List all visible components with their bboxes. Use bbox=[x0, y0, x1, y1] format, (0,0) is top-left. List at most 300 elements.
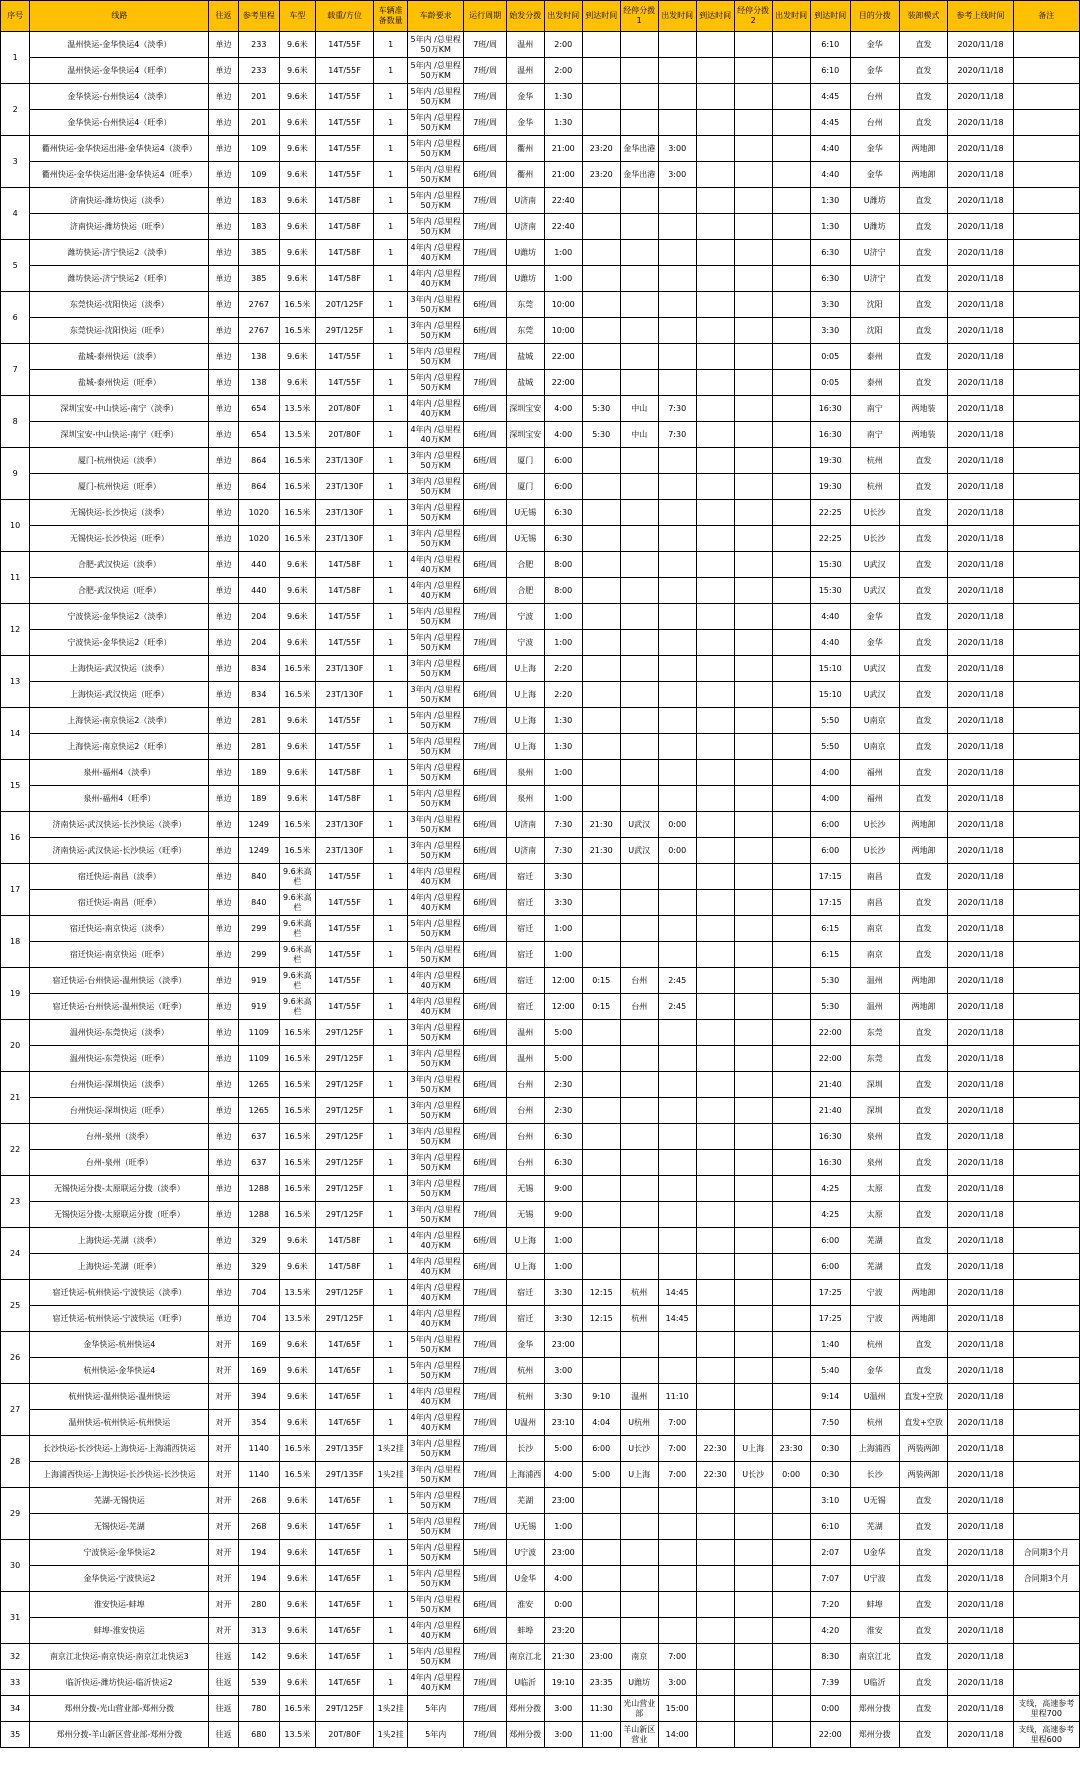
table-cell bbox=[696, 578, 734, 604]
table-cell: 7班/周 bbox=[464, 630, 506, 656]
column-header: 目的分拨 bbox=[850, 1, 899, 32]
table-cell bbox=[772, 474, 810, 500]
table-cell: 直发 bbox=[899, 32, 948, 58]
table-cell: 1:30 bbox=[544, 734, 582, 760]
table-cell bbox=[772, 1592, 810, 1618]
table-cell bbox=[1013, 630, 1079, 656]
table-cell bbox=[1013, 682, 1079, 708]
route-cell: 泉州-福州4（淡季） bbox=[30, 760, 209, 786]
table-cell: 2020/11/18 bbox=[948, 682, 1013, 708]
table-cell: 宿迁 bbox=[506, 968, 544, 994]
table-cell bbox=[772, 396, 810, 422]
table-row bbox=[1, 552, 1080, 578]
table-cell bbox=[772, 1254, 810, 1280]
table-cell: U杭州 bbox=[620, 1410, 658, 1436]
table-cell: 1 bbox=[374, 1254, 408, 1280]
table-cell: 1 bbox=[374, 240, 408, 266]
table-cell: 5年内 /总里程50万KM bbox=[408, 916, 464, 942]
table-cell bbox=[696, 500, 734, 526]
table-cell: 5:50 bbox=[810, 708, 850, 734]
table-cell bbox=[620, 318, 658, 344]
table-cell bbox=[658, 1618, 696, 1644]
table-cell: 1 bbox=[374, 1410, 408, 1436]
table-cell: 204 bbox=[238, 630, 279, 656]
table-cell: 对开 bbox=[209, 1488, 238, 1514]
table-cell: 13.5米 bbox=[279, 1722, 315, 1748]
table-cell bbox=[658, 500, 696, 526]
table-cell: U南京 bbox=[850, 708, 899, 734]
table-cell: 直发 bbox=[899, 864, 948, 890]
table-cell bbox=[658, 604, 696, 630]
table-cell bbox=[582, 58, 620, 84]
table-cell: 9.6米 bbox=[279, 1566, 315, 1592]
table-cell: 4:00 bbox=[544, 1566, 582, 1592]
table-cell bbox=[696, 656, 734, 682]
table-cell: 1 bbox=[374, 1202, 408, 1228]
table-cell: 5年内 /总里程50万KM bbox=[408, 136, 464, 162]
table-cell: 1 bbox=[374, 474, 408, 500]
table-cell: 7班/周 bbox=[464, 240, 506, 266]
table-cell: 29T/125F bbox=[315, 1176, 374, 1202]
table-cell bbox=[734, 1254, 772, 1280]
table-cell: U南京 bbox=[850, 734, 899, 760]
table-cell: 23:20 bbox=[582, 162, 620, 188]
table-cell: 光山营业部 bbox=[620, 1696, 658, 1722]
table-cell: 5年内 /总里程50万KM bbox=[408, 734, 464, 760]
table-cell: 1:00 bbox=[544, 786, 582, 812]
table-cell bbox=[734, 1644, 772, 1670]
table-cell: 芜湖 bbox=[850, 1228, 899, 1254]
table-cell: U上海 bbox=[506, 734, 544, 760]
table-cell: 温州 bbox=[850, 968, 899, 994]
table-cell: 7班/周 bbox=[464, 214, 506, 240]
table-cell bbox=[772, 1202, 810, 1228]
table-cell: 20T/80F bbox=[315, 422, 374, 448]
table-cell: 4:00 bbox=[544, 396, 582, 422]
table-cell: 太原 bbox=[850, 1176, 899, 1202]
route-cell: 淮安快运-蚌埠 bbox=[30, 1592, 209, 1618]
table-cell: 4年内 /总里程40万KM bbox=[408, 552, 464, 578]
table-cell: 23:20 bbox=[582, 136, 620, 162]
table-cell: 16:30 bbox=[810, 422, 850, 448]
table-cell: 23:00 bbox=[544, 1488, 582, 1514]
table-cell: 16.5米 bbox=[279, 1176, 315, 1202]
table-cell: 16.5米 bbox=[279, 292, 315, 318]
table-cell: 654 bbox=[238, 422, 279, 448]
table-row bbox=[1, 1644, 1080, 1670]
table-cell: 3:00 bbox=[544, 1696, 582, 1722]
table-cell: 2020/11/18 bbox=[948, 1696, 1013, 1722]
table-cell: 3:30 bbox=[810, 318, 850, 344]
table-cell: 2020/11/18 bbox=[948, 1566, 1013, 1592]
table-cell bbox=[734, 474, 772, 500]
table-cell: 169 bbox=[238, 1332, 279, 1358]
table-cell: 9.6米高栏 bbox=[279, 890, 315, 916]
table-cell: 金华 bbox=[850, 32, 899, 58]
table-cell: 郑州分拨 bbox=[850, 1722, 899, 1748]
table-cell: 往返 bbox=[209, 1722, 238, 1748]
table-cell: 299 bbox=[238, 916, 279, 942]
column-header: 经停分拨2 bbox=[734, 1, 772, 32]
table-cell bbox=[734, 1332, 772, 1358]
table-cell: 支线，高速参考里程700 bbox=[1013, 1696, 1079, 1722]
table-cell bbox=[772, 1670, 810, 1696]
table-cell bbox=[734, 1514, 772, 1540]
table-cell: 5班/周 bbox=[464, 1566, 506, 1592]
table-cell: 5年内 /总里程50万KM bbox=[408, 370, 464, 396]
table-row bbox=[1, 812, 1080, 838]
table-cell: 直发 bbox=[899, 916, 948, 942]
table-cell bbox=[658, 292, 696, 318]
table-cell: 两装两卸 bbox=[899, 1436, 948, 1462]
table-cell: 2020/11/18 bbox=[948, 1462, 1013, 1488]
table-row bbox=[1, 1332, 1080, 1358]
table-cell bbox=[1013, 1228, 1079, 1254]
table-row bbox=[1, 1566, 1080, 1592]
table-cell: 2020/11/18 bbox=[948, 1410, 1013, 1436]
table-cell bbox=[1013, 136, 1079, 162]
table-cell: 6班/周 bbox=[464, 994, 506, 1020]
table-cell bbox=[734, 448, 772, 474]
table-cell: 金华 bbox=[850, 136, 899, 162]
table-cell bbox=[620, 604, 658, 630]
table-cell bbox=[582, 84, 620, 110]
table-cell: 单边 bbox=[209, 1228, 238, 1254]
table-cell: 7班/周 bbox=[464, 1644, 506, 1670]
table-cell: 2020/11/18 bbox=[948, 1202, 1013, 1228]
table-cell: 5年内 /总里程50万KM bbox=[408, 1488, 464, 1514]
table-cell: 6:15 bbox=[810, 942, 850, 968]
table-cell: 福州 bbox=[850, 786, 899, 812]
table-cell: 20T/80F bbox=[315, 396, 374, 422]
table-row bbox=[1, 760, 1080, 786]
table-cell bbox=[734, 864, 772, 890]
table-cell: 1109 bbox=[238, 1020, 279, 1046]
table-cell bbox=[620, 1592, 658, 1618]
table-cell: 宁波 bbox=[850, 1280, 899, 1306]
table-cell: 21:40 bbox=[810, 1098, 850, 1124]
table-cell: 15:30 bbox=[810, 578, 850, 604]
route-cell: 芜湖-无锡快运 bbox=[30, 1488, 209, 1514]
table-cell: 2020/11/18 bbox=[948, 1358, 1013, 1384]
table-cell: 4年内 /总里程40万KM bbox=[408, 1254, 464, 1280]
table-cell: 宿迁 bbox=[506, 1280, 544, 1306]
table-cell: 6班/周 bbox=[464, 1228, 506, 1254]
table-cell: 1249 bbox=[238, 838, 279, 864]
table-cell: 台州 bbox=[620, 994, 658, 1020]
column-header: 到达时间 bbox=[810, 1, 850, 32]
table-cell bbox=[620, 552, 658, 578]
table-cell bbox=[696, 1358, 734, 1384]
table-cell: 23:00 bbox=[544, 1540, 582, 1566]
table-cell: 两地卸 bbox=[899, 838, 948, 864]
table-cell: 539 bbox=[238, 1670, 279, 1696]
table-cell: 宿迁 bbox=[506, 994, 544, 1020]
table-cell: 1 bbox=[374, 1670, 408, 1696]
table-cell: 14T/65F bbox=[315, 1384, 374, 1410]
table-row bbox=[1, 1722, 1080, 1748]
table-cell bbox=[734, 1150, 772, 1176]
table-cell: U济南 bbox=[506, 812, 544, 838]
table-cell bbox=[696, 318, 734, 344]
column-header: 备注 bbox=[1013, 1, 1079, 32]
table-cell: 1 bbox=[374, 1098, 408, 1124]
table-cell: 单边 bbox=[209, 214, 238, 240]
table-cell: 芜湖 bbox=[850, 1254, 899, 1280]
table-cell bbox=[734, 110, 772, 136]
table-cell: U宁波 bbox=[506, 1540, 544, 1566]
table-cell: 台州 bbox=[506, 1072, 544, 1098]
column-header: 运行周期 bbox=[464, 1, 506, 32]
table-cell: 299 bbox=[238, 942, 279, 968]
table-cell: 9.6米 bbox=[279, 1488, 315, 1514]
table-cell: 7:50 bbox=[810, 1410, 850, 1436]
table-cell: 19:30 bbox=[810, 448, 850, 474]
table-cell: 780 bbox=[238, 1696, 279, 1722]
table-cell: 385 bbox=[238, 240, 279, 266]
table-cell: 6:30 bbox=[544, 1124, 582, 1150]
table-cell: 对开 bbox=[209, 1358, 238, 1384]
table-cell: 1 bbox=[374, 1150, 408, 1176]
table-cell: 直发 bbox=[899, 292, 948, 318]
table-cell: 3:30 bbox=[544, 864, 582, 890]
table-cell: 14T/58F bbox=[315, 188, 374, 214]
table-cell: 17:15 bbox=[810, 864, 850, 890]
table-cell: 中山 bbox=[620, 422, 658, 448]
table-cell: 3年内 /总里程50万KM bbox=[408, 526, 464, 552]
table-cell: 1 bbox=[374, 292, 408, 318]
table-cell bbox=[1013, 708, 1079, 734]
table-cell: 南京江北 bbox=[850, 1644, 899, 1670]
column-header: 出发时间 bbox=[544, 1, 582, 32]
table-cell: 对开 bbox=[209, 1618, 238, 1644]
table-cell: 直发 bbox=[899, 1072, 948, 1098]
table-cell: 直发 bbox=[899, 448, 948, 474]
table-cell: 6班/周 bbox=[464, 812, 506, 838]
table-cell: 东莞 bbox=[850, 1020, 899, 1046]
table-cell: 14T/65F bbox=[315, 1410, 374, 1436]
table-cell: 29T/125F bbox=[315, 1098, 374, 1124]
table-cell bbox=[582, 708, 620, 734]
table-cell bbox=[772, 864, 810, 890]
row-number: 29 bbox=[1, 1488, 30, 1540]
table-cell: U武汉 bbox=[850, 578, 899, 604]
table-cell: 直发 bbox=[899, 318, 948, 344]
table-cell: 5年内 /总里程50万KM bbox=[408, 110, 464, 136]
table-cell bbox=[1013, 32, 1079, 58]
table-cell: 6班/周 bbox=[464, 1046, 506, 1072]
table-cell bbox=[658, 916, 696, 942]
column-header: 往返 bbox=[209, 1, 238, 32]
table-cell bbox=[772, 682, 810, 708]
route-cell: 无锡快运分拨-太原联运分拨（旺季） bbox=[30, 1202, 209, 1228]
table-cell: 1 bbox=[374, 604, 408, 630]
table-cell: 台州 bbox=[850, 84, 899, 110]
table-cell: 1头2挂 bbox=[374, 1722, 408, 1748]
table-cell: 两地装 bbox=[899, 396, 948, 422]
table-cell: 宿迁 bbox=[506, 890, 544, 916]
route-cell: 无锡快运-长沙快运（旺季） bbox=[30, 526, 209, 552]
table-cell: 1 bbox=[374, 1514, 408, 1540]
table-cell: 单边 bbox=[209, 682, 238, 708]
table-cell bbox=[696, 994, 734, 1020]
table-cell: 7班/周 bbox=[464, 1696, 506, 1722]
table-cell: 0:00 bbox=[772, 1462, 810, 1488]
table-cell: 单边 bbox=[209, 240, 238, 266]
table-cell: 合同期3个月 bbox=[1013, 1540, 1079, 1566]
table-cell: 直发 bbox=[899, 786, 948, 812]
table-cell bbox=[1013, 656, 1079, 682]
row-number: 17 bbox=[1, 864, 30, 916]
table-cell: 对开 bbox=[209, 1462, 238, 1488]
table-cell: 6班/周 bbox=[464, 552, 506, 578]
table-cell bbox=[772, 266, 810, 292]
table-row bbox=[1, 708, 1080, 734]
table-cell: 对开 bbox=[209, 1332, 238, 1358]
table-cell: 单边 bbox=[209, 838, 238, 864]
table-cell bbox=[1013, 1098, 1079, 1124]
table-cell: 杭州 bbox=[850, 1332, 899, 1358]
table-cell: 12:15 bbox=[582, 1306, 620, 1332]
table-cell bbox=[696, 734, 734, 760]
table-row bbox=[1, 292, 1080, 318]
table-cell bbox=[734, 1722, 772, 1748]
row-number: 16 bbox=[1, 812, 30, 864]
table-cell: 0:00 bbox=[658, 812, 696, 838]
table-cell: U济宁 bbox=[850, 240, 899, 266]
table-cell: U济宁 bbox=[850, 266, 899, 292]
table-cell: 直发 bbox=[899, 1046, 948, 1072]
table-cell bbox=[1013, 1202, 1079, 1228]
table-cell: 7班/周 bbox=[464, 1358, 506, 1384]
table-cell: 往返 bbox=[209, 1696, 238, 1722]
column-header: 线路 bbox=[30, 1, 209, 32]
table-cell: 9.6米 bbox=[279, 136, 315, 162]
table-cell: U长沙 bbox=[734, 1462, 772, 1488]
table-cell bbox=[696, 916, 734, 942]
table-cell bbox=[772, 968, 810, 994]
table-cell: 4:40 bbox=[810, 136, 850, 162]
table-cell: U上海 bbox=[506, 656, 544, 682]
table-cell: 5年内 /总里程50万KM bbox=[408, 188, 464, 214]
table-cell bbox=[1013, 188, 1079, 214]
table-row bbox=[1, 1202, 1080, 1228]
route-cell: 无锡快运分拨-太原联运分拨（淡季） bbox=[30, 1176, 209, 1202]
table-cell bbox=[582, 630, 620, 656]
table-cell: 单边 bbox=[209, 734, 238, 760]
table-cell: 14T/65F bbox=[315, 1488, 374, 1514]
table-cell bbox=[1013, 1462, 1079, 1488]
table-cell: 1 bbox=[374, 916, 408, 942]
table-cell: 7:00 bbox=[658, 1410, 696, 1436]
route-cell: 郑州分拨-羊山新区营业部-郑州分拨 bbox=[30, 1722, 209, 1748]
table-cell: 9.6米 bbox=[279, 708, 315, 734]
table-cell bbox=[696, 1384, 734, 1410]
table-cell: 2020/11/18 bbox=[948, 1436, 1013, 1462]
table-cell: 16.5米 bbox=[279, 682, 315, 708]
table-cell bbox=[734, 214, 772, 240]
table-cell: 1 bbox=[374, 994, 408, 1020]
table-cell: U武汉 bbox=[850, 552, 899, 578]
table-cell: 6班/周 bbox=[464, 1254, 506, 1280]
table-cell: 4年内 /总里程40万KM bbox=[408, 1670, 464, 1696]
table-cell: 东莞 bbox=[506, 292, 544, 318]
table-cell: 两装两卸 bbox=[899, 1462, 948, 1488]
table-cell bbox=[772, 1618, 810, 1644]
table-cell bbox=[696, 474, 734, 500]
table-cell: 4年内 /总里程40万KM bbox=[408, 1228, 464, 1254]
table-cell: 2020/11/18 bbox=[948, 1540, 1013, 1566]
table-cell: 14T/55F bbox=[315, 84, 374, 110]
table-cell: 南昌 bbox=[850, 864, 899, 890]
table-cell: 9.6米 bbox=[279, 1254, 315, 1280]
table-cell bbox=[1013, 968, 1079, 994]
table-cell bbox=[734, 1592, 772, 1618]
table-row bbox=[1, 1020, 1080, 1046]
table-cell bbox=[1013, 1384, 1079, 1410]
table-cell: 直发 bbox=[899, 58, 948, 84]
table-cell: 16.5米 bbox=[279, 838, 315, 864]
row-number: 27 bbox=[1, 1384, 30, 1436]
table-cell: U武汉 bbox=[850, 682, 899, 708]
table-cell: 杭州 bbox=[850, 474, 899, 500]
row-number: 18 bbox=[1, 916, 30, 968]
table-cell: 2020/11/18 bbox=[948, 1514, 1013, 1540]
table-cell: 杭州 bbox=[620, 1280, 658, 1306]
table-cell: 14T/65F bbox=[315, 1332, 374, 1358]
table-cell: 1 bbox=[374, 1020, 408, 1046]
table-cell: 8:30 bbox=[810, 1644, 850, 1670]
table-cell: 8:00 bbox=[544, 552, 582, 578]
table-cell bbox=[582, 266, 620, 292]
table-cell bbox=[658, 864, 696, 890]
table-cell: 直发 bbox=[899, 1124, 948, 1150]
table-cell: 深圳宝安 bbox=[506, 422, 544, 448]
table-cell: 2020/11/18 bbox=[948, 1254, 1013, 1280]
table-cell bbox=[658, 526, 696, 552]
table-cell bbox=[658, 708, 696, 734]
table-cell bbox=[658, 1592, 696, 1618]
column-header: 到达时间 bbox=[696, 1, 734, 32]
table-cell bbox=[582, 1020, 620, 1046]
table-cell bbox=[1013, 1592, 1079, 1618]
row-number: 31 bbox=[1, 1592, 30, 1644]
table-cell: 4年内 /总里程40万KM bbox=[408, 1618, 464, 1644]
table-cell bbox=[696, 448, 734, 474]
table-cell: 29T/125F bbox=[315, 1072, 374, 1098]
table-cell bbox=[772, 188, 810, 214]
table-cell: 4年内 /总里程40万KM bbox=[408, 994, 464, 1020]
route-cell: 宿迁快运-杭州快运-宁波快运（旺季） bbox=[30, 1306, 209, 1332]
table-cell: 1 bbox=[374, 1046, 408, 1072]
table-cell: 单边 bbox=[209, 994, 238, 1020]
table-cell: 9.6米 bbox=[279, 370, 315, 396]
table-cell bbox=[658, 682, 696, 708]
table-row bbox=[1, 448, 1080, 474]
table-cell: 7班/周 bbox=[464, 1410, 506, 1436]
table-cell: 4年内 /总里程40万KM bbox=[408, 578, 464, 604]
row-number: 21 bbox=[1, 1072, 30, 1124]
table-cell: 2:20 bbox=[544, 682, 582, 708]
table-cell: 1:00 bbox=[544, 1228, 582, 1254]
table-cell: 14T/58F bbox=[315, 786, 374, 812]
table-cell bbox=[658, 1176, 696, 1202]
table-cell: 1 bbox=[374, 1488, 408, 1514]
table-cell: 5:40 bbox=[810, 1358, 850, 1384]
table-cell: 4:00 bbox=[544, 422, 582, 448]
table-cell bbox=[582, 1514, 620, 1540]
table-cell bbox=[772, 1410, 810, 1436]
